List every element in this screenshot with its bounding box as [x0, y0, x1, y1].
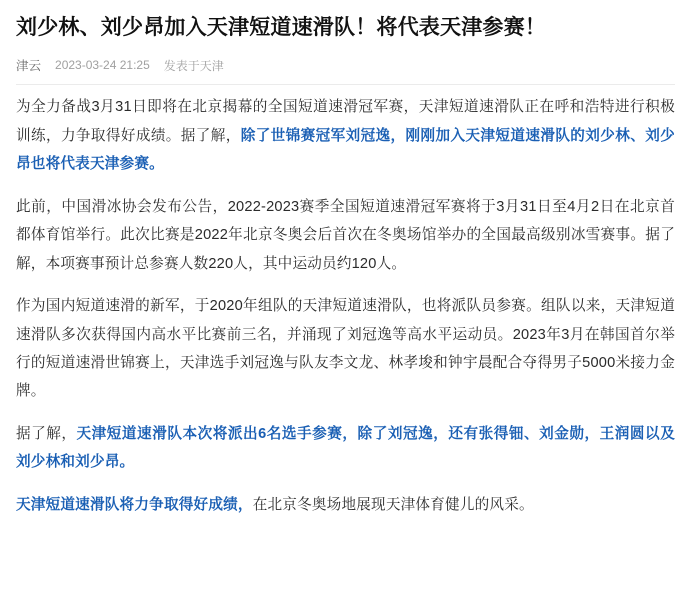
body-text: 为全力备战3月31日即将在北京揭幕的全国短道速滑冠军赛，天津短道速滑队正在呼和浩特进行积极训练，力争取得好成绩。据了解， — [16, 99, 675, 144]
highlighted-text: 除了世锦赛冠军刘冠逸，刚刚加入天津短道速滑队的刘少林、刘少昂也将代表天津参赛。 — [16, 127, 675, 173]
body-text: 据了解， — [16, 425, 77, 442]
article-source: 津云 — [16, 59, 42, 74]
page-title: 刘少林、刘少昂加入天津短道速滑队！将代表天津参赛！ — [16, 16, 546, 39]
article-paragraph — [16, 193, 675, 278]
article-location: 发表于天津 — [163, 58, 224, 73]
highlighted-text: 天津短道速滑队本次将派出6名选手参赛，除了刘冠逸，还有张得钿、刘金勋，王润圆以及刘少林和刘少昂。 — [16, 425, 675, 471]
body-text: 在北京冬奥场地展现天津体育健儿的风采。 — [252, 496, 534, 513]
body-text: 此前，中国滑冰协会发布公告，2022-2023赛季全国短道速滑冠军赛将于3月31日至4月2日在北京首都体育馆举行。此次比赛是2022年北京冬奥会后首次在冬奥场馆举办的全国最高级别冰雪赛事。据了解，本项赛事预计总参赛人数220人，其中运动员约120人。 — [16, 198, 675, 272]
article-timestamp: 2023-03-24 21:25 — [55, 58, 150, 73]
body-text: 作为国内短道速滑的新军，于2020年组队的天津短道速滑队，也将派队员参赛。组队以来，天津短道速滑队多次获得国内高水平比赛前三名，并涌现了刘冠逸等高水平运动员。2023年3月在韩国首尔举行的短道速滑世锦赛上，天津选手刘冠逸与队友李文龙、林孝埈和钟宇晨配合夺得男子5000米接力金牌。 — [16, 298, 675, 400]
article-body — [16, 85, 675, 519]
highlighted-text: 天津短道速滑队将力争取得好成绩， — [16, 496, 253, 513]
article-paragraph — [16, 93, 675, 178]
article-paragraph — [16, 292, 675, 406]
article-paragraph — [16, 420, 675, 477]
article-paragraph — [16, 491, 675, 519]
article-meta — [16, 56, 675, 85]
